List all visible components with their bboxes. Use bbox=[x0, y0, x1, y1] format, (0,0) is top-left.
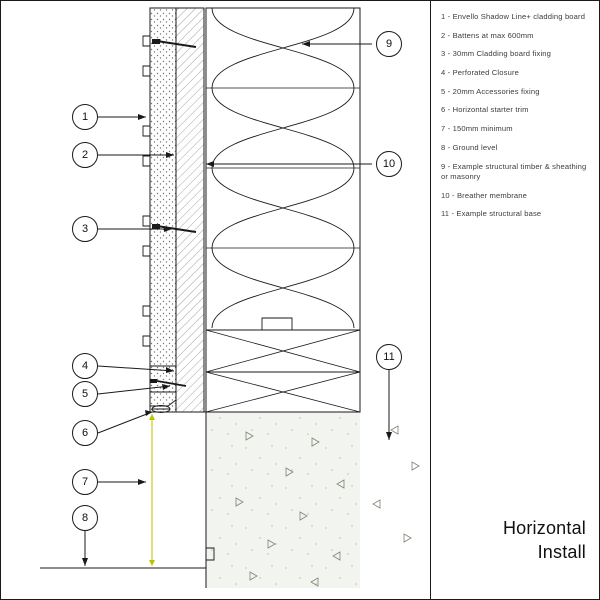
cladding-boards bbox=[143, 8, 176, 412]
legend-item: 10 - Breather membrane bbox=[441, 190, 528, 200]
callout-5: 5 bbox=[72, 381, 98, 407]
callout-4: 4 bbox=[72, 353, 98, 379]
structural-timber-zone bbox=[206, 8, 360, 330]
callout-11: 11 bbox=[376, 344, 402, 370]
callout-8: 8 bbox=[72, 505, 98, 531]
callout-9: 9 bbox=[376, 31, 402, 57]
callout-1: 1 bbox=[72, 104, 98, 130]
battens bbox=[176, 8, 204, 412]
legend-item: 5 - 20mm Accessories fixing bbox=[441, 86, 540, 96]
callout-2: 2 bbox=[72, 142, 98, 168]
callout-10: 10 bbox=[376, 151, 402, 177]
drawing-title-line-2: Install bbox=[537, 542, 586, 562]
legend-item: 11 - Example structural base bbox=[441, 209, 542, 219]
structural-base-plate bbox=[206, 318, 360, 412]
legend-item: 8 - Ground level bbox=[441, 142, 498, 152]
legend-item: 1 - Envello Shadow Line+ cladding board bbox=[441, 12, 586, 21]
legend-item: 9 - Example structural timber & sheathing or masonry bbox=[441, 161, 587, 181]
legend-item: 3 - 30mm Cladding board fixing bbox=[441, 49, 552, 59]
dimension-150mm bbox=[149, 414, 155, 566]
legend-panel bbox=[430, 0, 600, 600]
legend-item: 2 - Battens at max 600mm bbox=[441, 30, 534, 40]
legend-item: 4 - Perforated Closure bbox=[441, 68, 520, 78]
drawing-title-line-1: Horizontal bbox=[502, 518, 586, 538]
callout-6: 6 bbox=[72, 420, 98, 446]
callout-7: 7 bbox=[72, 469, 98, 495]
drawing-title bbox=[503, 516, 586, 564]
legend-item: 7 - 150mm minimum bbox=[441, 124, 513, 134]
legend-list bbox=[441, 12, 593, 228]
callout-3: 3 bbox=[72, 216, 98, 242]
legend-item: 6 - Horizontal starter trim bbox=[441, 105, 529, 115]
ground-concrete bbox=[40, 412, 419, 588]
